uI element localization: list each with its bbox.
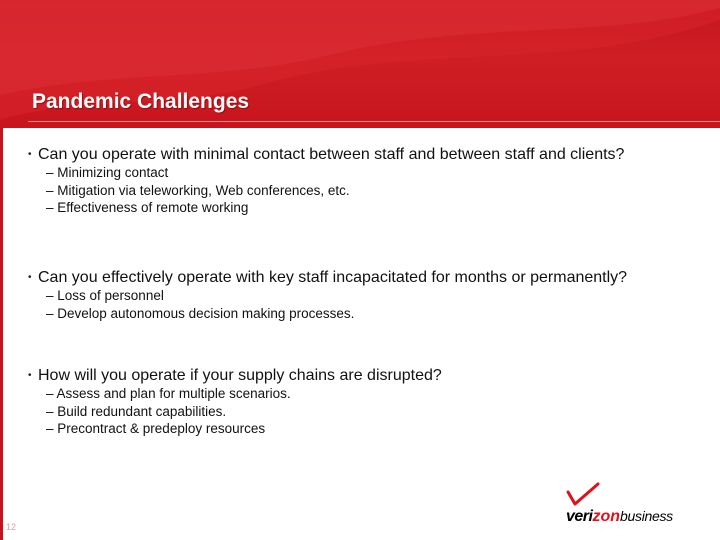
bullet-group-2 <box>28 268 688 322</box>
sub-bullet: – Loss of personnel <box>46 288 164 303</box>
logo-text-zon: zon <box>592 508 621 525</box>
bullet-item <box>28 268 688 287</box>
sub-bullet: – Effectiveness of remote working <box>46 200 249 215</box>
left-accent-bar <box>0 128 3 540</box>
bullet-item <box>28 366 688 385</box>
bullet-text: Can you effectively operate with key staff incapacitated for months or permanently? <box>38 269 628 286</box>
bullet-group-3 <box>28 366 688 438</box>
page-title: Pandemic Challenges <box>32 90 250 113</box>
sub-bullet: – Minimizing contact <box>46 165 169 180</box>
sub-bullet: – Develop autonomous decision making processes. <box>46 305 355 321</box>
bullet-dot-icon: • <box>28 370 32 381</box>
logo-text-veri: veri <box>566 508 593 525</box>
bullet-text: How will you operate if your supply chains are disrupted? <box>38 367 442 384</box>
logo-text-business: business <box>620 508 673 524</box>
sub-bullet: – Build redundant capabilities. <box>46 403 227 419</box>
checkmark-icon <box>566 482 626 510</box>
logo-wordmark <box>566 508 673 526</box>
sub-bullet: – Mitigation via teleworking, Web conferences, etc. <box>46 182 350 198</box>
bullet-dot-icon: • <box>28 272 32 283</box>
slide-header <box>0 0 720 128</box>
bullet-dot-icon: • <box>28 149 32 160</box>
header-divider <box>28 121 720 122</box>
slide-number: 12 <box>6 522 17 532</box>
sub-bullet: – Precontract & predeploy resources <box>46 421 266 436</box>
bullet-text: Can you operate with minimal contact between staff and between staff and clients? <box>38 146 625 163</box>
sub-bullet: – Assess and plan for multiple scenarios. <box>46 386 291 401</box>
bullet-group-1 <box>28 145 688 217</box>
bullet-item <box>28 145 688 164</box>
